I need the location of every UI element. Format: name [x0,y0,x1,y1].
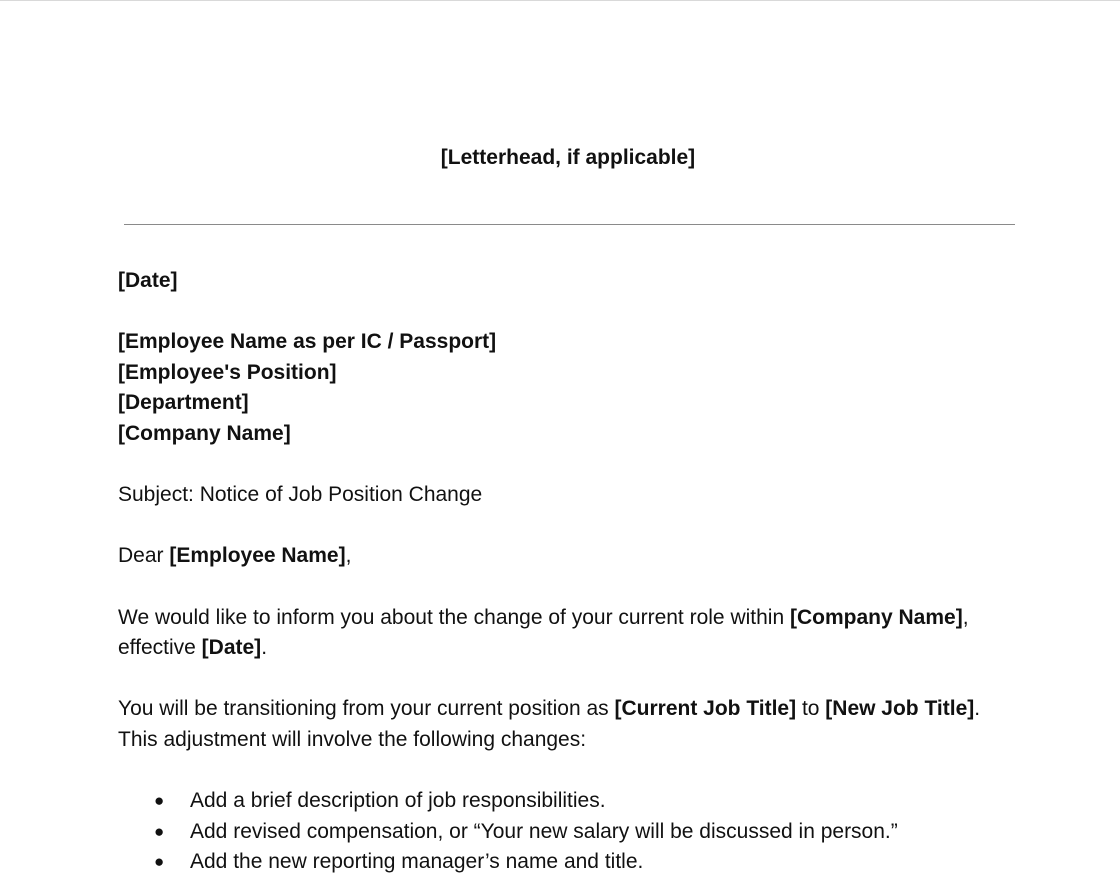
salutation-name: [Employee Name] [169,544,346,568]
paragraph1-date: [Date] [201,636,262,660]
paragraph2-new-title: [New Job Title] [825,697,975,721]
salutation-prefix: Dear [118,544,170,568]
paragraph2-text2: to [796,697,826,721]
bullet-icon: ● [154,821,165,841]
paragraph1-text3: . [261,636,268,660]
letter-body [118,266,1018,878]
paragraph1-text1: We would like to inform you about the change of your current role within [118,605,790,629]
paragraph1-company: [Company Name] [789,605,963,629]
paragraph-role-change [118,603,1018,664]
date-placeholder: [Date] [118,269,178,292]
top-border [0,0,1120,1]
paragraph1-text2: , effective [118,605,969,660]
list-item [118,847,1018,878]
horizontal-divider [124,224,1015,225]
list-item-text: Add revised compensation, or “Your new salary will be discussed in person.” [190,819,898,843]
changes-list [118,786,1018,878]
recipient-name: [Employee Name as per IC / Passport] [118,330,497,354]
salutation [118,541,1018,572]
salutation-suffix: , [345,544,352,568]
paragraph-transition [118,694,1018,755]
paragraph2-text1: You will be transitioning from your current position as [118,697,615,721]
list-item [118,817,1018,848]
list-item [118,786,1018,817]
recipient-block [118,327,1018,449]
subject-line: Subject: Notice of Job Position Change [118,483,483,507]
list-item-text: Add a brief description of job responsibilities. [190,789,606,813]
paragraph2-text3: . This adjustment will involve the following changes: [118,697,981,751]
recipient-department: [Department] [118,391,249,415]
recipient-company: [Company Name] [118,421,291,445]
paragraph2-current-title: [Current Job Title] [614,697,797,721]
list-item-text: Add the new reporting manager’s name and title. [190,850,644,874]
bullet-icon: ● [154,852,165,872]
bullet-icon: ● [154,791,165,811]
letterhead: [Letterhead, if applicable] [440,146,696,169]
recipient-position: [Employee's Position] [118,360,337,384]
